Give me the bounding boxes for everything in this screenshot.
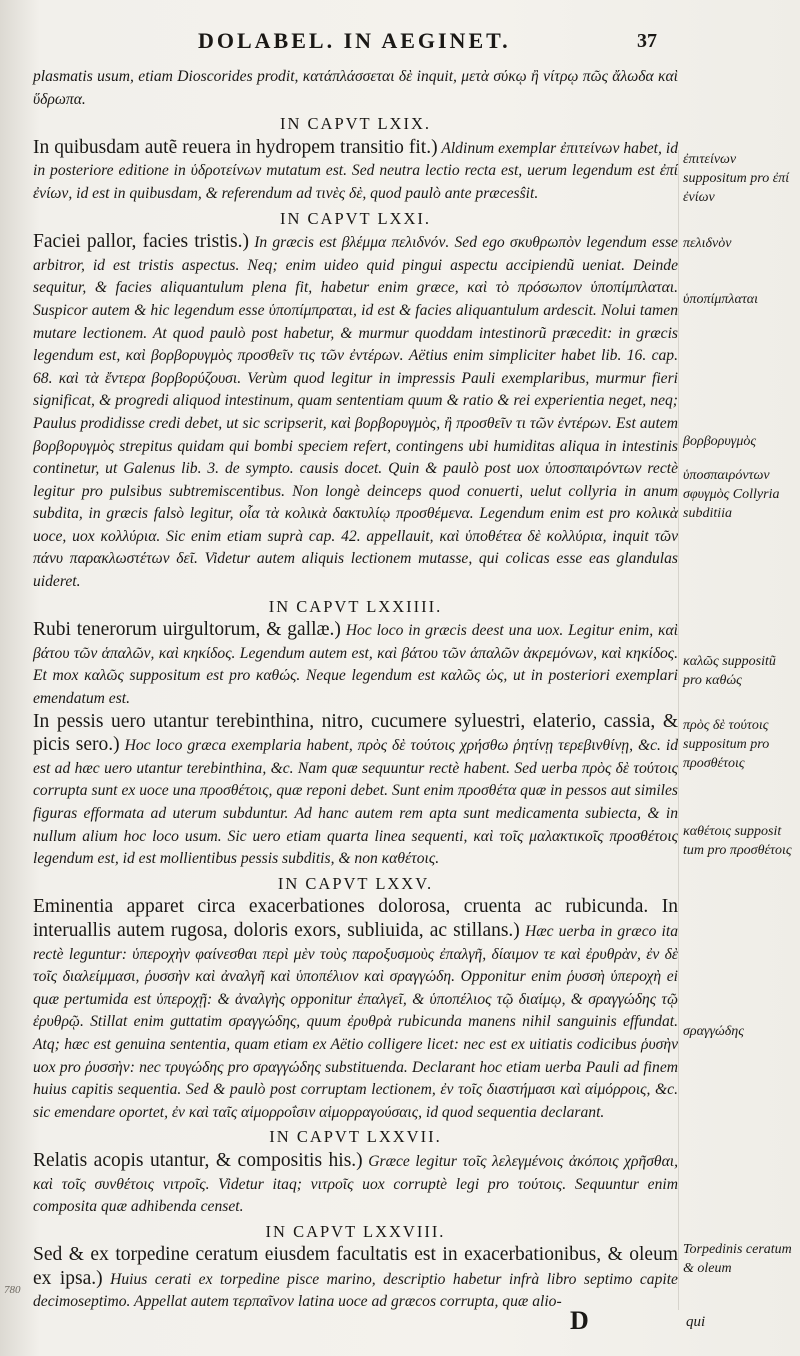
- section-lxxiiii: [33, 596, 678, 871]
- page-header: [0, 26, 800, 60]
- section-lxix: [33, 113, 678, 205]
- main-text-column: [33, 66, 678, 1314]
- chapter-heading: IN CAPVT LXXVII.: [269, 1127, 442, 1147]
- margin-note: σραγγώδης: [683, 1024, 744, 1039]
- margin-note: Torpedinis ceratum & oleum: [683, 1242, 792, 1276]
- commentary-text: Hoc loco græca exemplaria habent, πρὸς δὲ τούτοις χρήσθω ῥητίνῃ τερεβινθίνῃ, &c. id est ad hæc uero utantur terebinthina, &c. Nam quæ sequuntur rectè habent. Sed uerba πρὸς δὲ τούτοις corrupta sunt ex uoce una προσθέτοις, quæ reponi debet. Sunt enim προσθέτα quæ in pessos aut similes figuras efformata ad uterum subduntur. Ad hanc autem rem apta sunt medicamenta subiecta, & in nullum alium hoc loco usum. Sic uero etiam quarta linea sequenti, καὶ τοῖς μαλακτικοῖς προσθέτοις legendum est, id est mollientibus pessis subditis, & non καθέτοις.: [33, 737, 679, 868]
- lemma: Eminentia apparet circa exacerbationes dolorosa, cruenta ac rubicunda. In interuallis autem rugosa, doloris exors, subliuida, ac stillans.): [33, 896, 678, 941]
- commentary-paragraph: [33, 711, 678, 871]
- section-lxxviii: [33, 1221, 678, 1314]
- catchword: qui: [686, 1314, 706, 1330]
- page-number: 37: [637, 30, 657, 52]
- chapter-heading: IN CAPVT LXXIIII.: [268, 596, 443, 616]
- section-lxxvii: [33, 1126, 678, 1218]
- margin-note: ὑποσπαιρόντων σφυγμὸς Collyria subditiia: [683, 468, 780, 521]
- chapter-heading: IN CAPVT LXXVIII.: [265, 1221, 446, 1241]
- lemma: Faciei pallor, facies tristis.): [33, 231, 249, 253]
- intro-paragraph: plasmatis usum, etiam Dioscorides prodit, κατάπλάσσεται δὲ inquit, μετὰ σύκῳ ἢ νίτρῳ πῶς ἄλωδα καὶ ὕδρωπα.: [33, 68, 678, 108]
- lemma: Sed & ex torpedine ceratum eiusdem facultatis est in exacerbationibus, & oleum ex ipsa.): [33, 1244, 678, 1289]
- commentary-paragraph: [33, 1150, 678, 1219]
- commentary-text: Aldinum exemplar ἐπιτείνων habet, id in posteriore editione in ὑδροτείνων mutatum est. Sed neutra lectio recta est, uerum legendum est ἐπί ἐνίων, id est in quibusdam, & referendum ad τινὲς δὲ, quod paulò ante præcesŝit.: [33, 139, 679, 202]
- margin-note: ὑποπίμπλαται: [683, 292, 759, 307]
- margin-notes: [683, 0, 795, 1356]
- section-lxxv: [33, 873, 678, 1125]
- commentary-text: Hoc loco in græcis deest una uox. Legitur enim, καὶ βάτου τῶν ἁπαλῶν, καὶ κηκίδος. Legendum autem est, καὶ βάτου τῶν ἁπαλῶν ἀκρεμόνων, καὶ κηκίδος. Et mox καλῶς suppositum est pro καθώς. Neque legendum est καλῶς ὡς, ut in posteriori exemplari emendatum est.: [33, 622, 678, 708]
- margin-note: καλῶς suppositũ pro καθώς: [683, 654, 776, 688]
- commentary-text: Græce legitur τοῖς λελεγμένοις ἀκόποις χρῆσθαι, καὶ τοῖς συνθέτοις νιτροῖς. Videtur itaq; νιτροῖς uox corruptè legi pro τούτοις. Sequuntur enim composita quæ adhibenda censet.: [33, 1152, 678, 1216]
- commentary-paragraph: [33, 1244, 678, 1314]
- commentary-text: Hæc uerba in græco ita rectè leguntur: ὑπεροχὴν φαίνεσθαι περὶ μὲν τοὺς παροξυσμοὺς ἐπαλγῆ, δίαιμον τε καὶ ἐρυθρὰν, ἐν δὲ τοῖς διαλείμμασι, ῥυσσὴν καὶ ἀναλγῆ καὶ ὑποπέλιον καὶ σραγγώδη. Opponitur enim ῥυσσὴ ὑπεροχὴ ei quæ pertumida est ὑπεροχῇ: & ἀναλγὴς opponitur ἐπαλγεῖ, & ὑποπέλιος τῷ διαίμῳ, & σραγγώδης τῷ ἐρυθρῷ. Stillat enim guttatim σραγγώδης, quum ἐρυθρὰ rubicunda manens nihil sanguinis effundat. Atq; hæc est genuina sententia, quam etiam ex Aëtio colligere licet: nec est ex uitiatis codicibus ῥυσὴν uox pro ῥυσσὴν: nec τρυγώδης pro σραγγώδης substituenda. Declarant hoc etiam uerba Pauli ad finem huius capitis sequentia. Sed & paulò post corruptam lectionem, ἐν τοῖς διαστήμασι καὶ αἱμόρροις, &c. sic emendare oportet, ἐν καὶ ταῖς αἱμορροΐσιν αἱμορραγούσαις, id quod sequentia declarant.: [33, 922, 679, 1121]
- commentary-paragraph: [33, 231, 678, 594]
- commentary-text: In græcis est βλέμμα πελιδνόν. Sed ego σκυθρωπὸν legendum esse arbitror, id est tristis aspectus. Neq; enim uideo quid pingui aspectu accipiendũ ueniat. Deinde sequitur, & facies aliquantulum plena fit, habetur enim græce, καὶ τὸ πρόσωπον ὑποπίμπλαται. Suspicor autem & hic legendum esse ὑποπίμπραται, id est & facies aliquantulum ardescit. Nolui tamen mutare lectionem. At quod paulò post habetur, & murmur quoddam intestinorũ præcedit: in græcis legendum est, καὶ βορβορυγμὸς προσθεῖν τις τῶν ἐντέρων. Aëtius enim simpliciter habet lib. 16. cap. 68. καὶ τὰ ἔντερα βορβορύζουσι. Verùm quod legitur in impressis Pauli exemplaribus, murmur fieri significat, & progredi aliquod intestinum, quam sententiam quum & ratio & rei experientia neget, neq; Paulus prodidisse credi debet, ut sic scripserit, καὶ βορβορυγμὸς, ἢ προσθεῖν τι τῶν ἐντέρων. Est autem βορβορυγμὸς strepitus quidam qui bombi speciem refert, contingens ubi humiditas aliqua in intestinis continetur, ut Galenus lib. 3. de sympto. causis docet. Quin & paulò post uox ὑποσπαιρόντων rectè legitur pro pulsibus subtremiscentibus. Non longè deinceps quod conuerti, uelut collyria in anum subdita, in græcis falsò legitur, οἷα τὰ κολικὰ δακτυλίῳ προσθέμενα. Legendum enim est pro κολικὰ uoce, uox κολλύρια. Sic enim etiam suprà cap. 42. appellauit, καὶ ὑποθέτεα δὲ κολλύρια, inquit τῶν πάνυ παρακλωστέτων δεῖ. Videtur autem aliquis lectionem mutasse, qui colicas esse eas glandulas uideret.: [33, 234, 678, 591]
- margin-scribble: 780: [4, 1284, 21, 1296]
- section-lxxi: [33, 208, 678, 594]
- margin-note: ἐπιτείνων suppositum pro ἐπί ἐνίων: [683, 152, 790, 205]
- commentary-paragraph: [33, 137, 678, 206]
- commentary-paragraph: [33, 619, 678, 710]
- running-head: DOLABEL. IN AEGINET.: [198, 28, 511, 53]
- commentary-text: Huius cerati ex torpedine pisce marino, descriptio habetur infrà libro septimo capite decimoseptimo. Appellat autem τερπαῖνον latina uoce ad græcos corrupta, quæ alio-: [33, 1270, 678, 1311]
- margin-note: πρὸς δὲ τούτοις suppositum pro προσθέτοις: [683, 718, 770, 771]
- lemma: In quibusdam autẽ reuera in hydropem transitio fit.): [33, 136, 438, 158]
- column-divider: [678, 150, 679, 1310]
- commentary-paragraph: [33, 896, 678, 1124]
- lemma: Relatis acopis utantur, & compositis his.): [33, 1149, 363, 1171]
- margin-note: πελιδνὸν: [683, 236, 732, 251]
- signature-mark: D: [570, 1306, 589, 1335]
- chapter-heading: IN CAPVT LXXV.: [277, 873, 434, 893]
- chapter-heading: IN CAPVT LXIX.: [280, 114, 431, 134]
- lemma: In pessis uero utantur terebinthina, nitro, cucumere syluestri, elaterio, cassia, & picis sero.): [33, 710, 678, 756]
- margin-note: καθέτοις supposit tum pro προσθέτοις: [683, 824, 792, 858]
- margin-note: βορβορυγμὸς: [683, 434, 757, 449]
- lemma: Rubi tenerorum uirgultorum, & gallæ.): [33, 619, 341, 641]
- chapter-heading: IN CAPVT LXXI.: [280, 208, 431, 228]
